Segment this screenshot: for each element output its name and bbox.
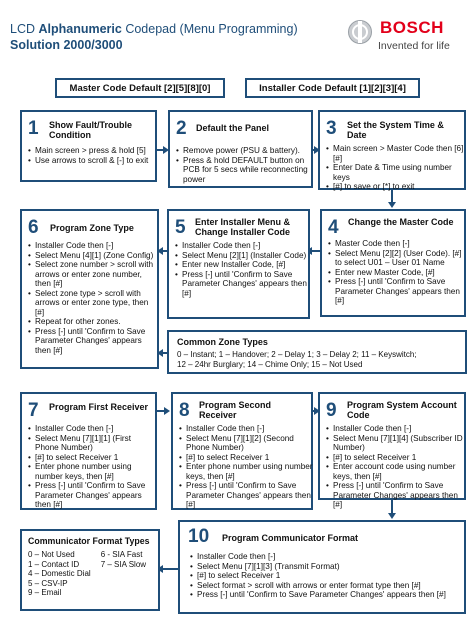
list-item: • Select format > scroll with arrows or enter format type then [#] [190, 581, 462, 591]
list-item: • Press [-] until 'Confirm to Save Parameter Changes' appears then [#] [28, 481, 156, 510]
list-item: • Enter Date & Time using number keys [326, 163, 464, 182]
list-item: • Installer Code then [-] [179, 424, 313, 434]
step-1-box [20, 110, 157, 182]
list-item: • Press [-] until 'Confirm to Save Parameter Changes' appears then [#] [190, 590, 462, 600]
step-4-box [320, 209, 466, 317]
step-2-box [168, 110, 313, 188]
zone-types-title: Common Zone Types [177, 337, 268, 347]
list-item: • Press [-] until 'Confirm to Save Parameter Changes' appears then [#] [328, 277, 464, 306]
list-item: • Main screen > press & hold [5] [28, 146, 156, 156]
list-item: • Installer Code then [-] [28, 424, 156, 434]
list-item: • Select Menu [2][2] (User Code). [#] to select U01 – User 01 Name [328, 249, 464, 268]
list-item: 1 – Contact ID [28, 559, 80, 569]
page-title: LCD Alphanumeric Codepad (Menu Programming) [10, 22, 298, 36]
step-9-box [318, 392, 466, 509]
list-item: • Use arrows to scroll & [-] to exit [28, 156, 156, 166]
step-number: 3 [326, 118, 337, 139]
list-item: • Select Menu [7][1][4] (Subscriber ID Number) [326, 434, 464, 453]
list-item: • [#] to select Receiver 1 [326, 453, 464, 463]
step-instructions [328, 239, 464, 306]
list-item: • [#] to save or [*] to exit [326, 182, 464, 192]
list-item: 6 - SIA Fast [100, 550, 143, 559]
step-title: Set the System Time & Date [347, 120, 444, 140]
list-item: • Enter new Installer Code, [#] [175, 260, 309, 270]
step-number: 10 [188, 526, 210, 547]
list-item: • Remove power (PSU & battery). [176, 146, 312, 156]
step-number: 6 [28, 217, 39, 238]
list-item: 0 – Not Used [28, 550, 75, 559]
step-6-box [20, 209, 159, 369]
step-number: 2 [176, 118, 187, 139]
list-item: • Installer Code then [-] [326, 424, 464, 434]
step-instructions [326, 424, 464, 510]
list-item: • Master Code then [-] [328, 239, 464, 249]
step-7-box [20, 392, 157, 510]
list-item: 5 – CSV-IP [28, 578, 68, 588]
zone-types-box [167, 330, 467, 374]
list-item: 7 – SIA Slow [100, 559, 147, 569]
logo-tagline: Invented for life [378, 40, 450, 52]
step-title: Default the Panel [196, 123, 270, 133]
step-instructions [326, 144, 464, 192]
page-subtitle: Solution 2000/3000 [10, 38, 123, 52]
step-instructions [28, 424, 156, 510]
list-item: • Enter account code using number keys, then [#] [326, 462, 464, 481]
list-item: • Select Menu [2][1] (Installer Code) [175, 251, 309, 261]
list-item: • Enter phone number using number keys, then [#] [28, 462, 156, 481]
list-item: • [#] to select Receiver 1 [179, 453, 313, 463]
format-column [28, 550, 91, 598]
step-8-box [171, 392, 313, 510]
step-instructions [179, 424, 313, 510]
step-title: Program System Account Code [347, 400, 457, 420]
list-item: • Installer Code then [-] [190, 552, 462, 562]
step-title: Show Fault/Trouble Condition [49, 120, 132, 140]
bosch-logo [348, 18, 468, 58]
list-item: • Enter new Master Code, [#] [328, 268, 464, 278]
step-instructions [190, 552, 462, 600]
list-item: • Select Menu [7][1][2] (Second Phone Number) [179, 434, 313, 453]
list-item: • [#] to select Receiver 1 [28, 453, 156, 463]
list-item: 4 – Domestic Dial [28, 569, 91, 578]
step-5-box [167, 209, 310, 319]
step-number: 7 [28, 400, 39, 421]
communicator-formats-title: Communicator Format Types [28, 536, 150, 546]
logo-wordmark: BOSCH [380, 18, 444, 37]
list-item: 9 – Email [28, 588, 62, 597]
step-title: Program First Receiver [49, 402, 149, 412]
step-10-box [178, 520, 466, 614]
list-item: • Press & hold DEFAULT button on PCB for 5 secs while reconnecting power [176, 156, 312, 185]
bosch-armature-icon [348, 20, 372, 44]
list-item: • Select zone type > scroll with arrows or enter zone type, then [#] [28, 289, 158, 318]
step-title: Change the Master Code [348, 217, 454, 227]
step-instructions [175, 241, 309, 298]
list-item: • Installer Code then [-] [28, 241, 158, 251]
list-item: • Select Menu [7][1][3] (Transmit Format) [190, 562, 462, 572]
step-number: 5 [175, 217, 186, 238]
list-item: • Select Menu [4][1] (Zone Config) [28, 251, 158, 261]
list-item: • [#] to select Receiver 1 [190, 571, 462, 581]
installer-code-default: Installer Code Default [1][2][3][4] [245, 78, 420, 98]
step-instructions [176, 146, 312, 184]
list-item: • Main screen > Master Code then [6][#] [326, 144, 464, 163]
step-number: 9 [326, 400, 337, 421]
zone-types-line: 0 – Instant; 1 – Handover; 2 – Delay 1; 3 – Delay 2; 11 – Keyswitch; [177, 350, 417, 359]
list-item: • Press [-] until 'Confirm to Save Parameter Changes' appears then [#] [179, 481, 313, 510]
zone-types-line: 12 – 24hr Burglary; 14 – Chime Only; 15 – Not Used [177, 360, 363, 369]
list-item: • Repeat for other zones. [28, 317, 158, 327]
list-item: • Select Menu [7][1][1] (First Phone Number) [28, 434, 156, 453]
communicator-formats-box [20, 529, 160, 611]
step-title: Program Communicator Format [222, 533, 359, 543]
master-code-default: Master Code Default [2][5][8][0] [55, 78, 225, 98]
list-item: • Enter phone number using number keys, then [#] [179, 462, 313, 481]
step-title: Program Zone Type [50, 223, 134, 233]
step-title: Program Second Receiver [199, 400, 272, 420]
step-number: 1 [28, 118, 39, 139]
format-column [101, 550, 146, 598]
step-instructions [28, 241, 158, 355]
list-item: • Press [-] until 'Confirm to Save Parameter Changes' appears then [#] [326, 481, 464, 510]
list-item: • Press [-] until 'Confirm to Save Parameter Changes' appears then [#] [175, 270, 309, 299]
list-item: • Select zone number > scroll with arrows or enter zone number, then [#] [28, 260, 158, 289]
list-item: • Installer Code then [-] [175, 241, 309, 251]
step-instructions [28, 146, 156, 165]
list-item: • Press [-] until 'Confirm to Save Parameter Changes' appears then [#] [28, 327, 158, 356]
step-number: 8 [179, 400, 190, 421]
step-title: Enter Installer Menu & Change Installer Code [195, 217, 291, 237]
step-3-box [318, 110, 466, 190]
step-number: 4 [328, 217, 339, 238]
